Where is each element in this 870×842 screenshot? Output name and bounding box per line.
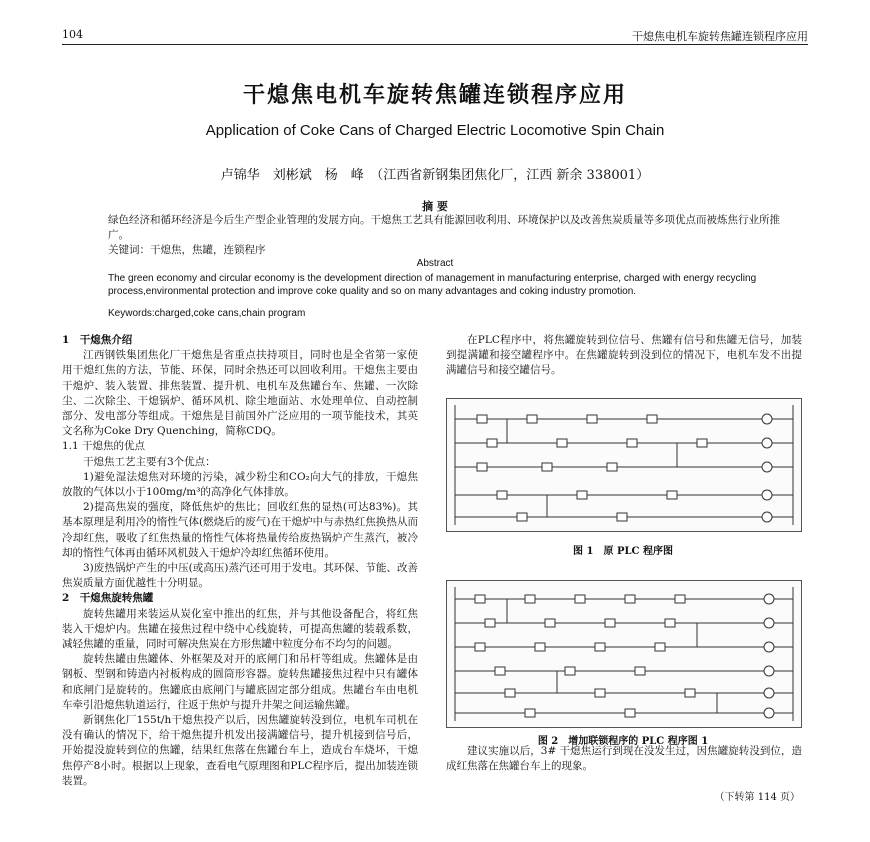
continued-note: （下转第 114 页） <box>714 792 800 803</box>
paper-title: 干熄焦电机车旋转焦罐连锁程序应用 <box>242 82 627 108</box>
abstract-heading: 摘 要 <box>422 200 448 213</box>
english-abstract-text: The green economy and circular economy is the development direction of management in manufacturing enterprise, charged with energy recycling process,environmental protection and improve coke quality and so on many advantages and coking industry promotion. <box>108 273 757 297</box>
ladder-diagram-2 <box>447 581 801 727</box>
abstract-text: 绿色经济和循环经济是今后生产型企业管理的发展方向。干熄焦工艺具有能源回收利用、环境保护以及改善焦炭质量等多项优点而被炼焦行业所推广。 <box>108 214 780 241</box>
paragraph: 在PLC程序中，将焦罐旋转到位信号、焦罐有信号和焦罐无信号，加装到提满罐和接空罐程序中。在焦罐旋转到没到位的情况下，电机车发不出提满罐信号和接空罐信号。 <box>446 334 802 377</box>
paragraph: 1)避免湿法熄焦对环境的污染，减少粉尘和CO₂向大气的排放，干熄焦放散的气体以小于100mg/m³的高净化气体排放。 <box>62 470 418 499</box>
paragraph: 旋转焦罐由焦罐体、外框架及对开的底闸门和吊杆等组成。焦罐体是由钢板、型钢和铸造内衬板构成的圆筒形容器。旋转焦罐接焦过程中只有罐体和底闸门是旋转的。焦罐底由底闸门与罐底固定部分组成。焦罐台车由电机车牵引沿熄焦轨道运行，往返于焦炉与提升井架之间运输焦罐。 <box>62 653 418 711</box>
right-column-top <box>446 333 802 379</box>
english-keywords: Keywords:charged,coke cans,chain program <box>108 308 306 319</box>
paragraph: 旋转焦罐用来装运从炭化室中推出的红焦，并与其他设备配合，将红焦装入干熄炉内。焦罐在接焦过程中绕中心线旋转，可提高焦罐的装载系数，减轻焦罐的重量，同时可解决焦炭在方形焦罐中粒度分布不均匀的问题。 <box>62 607 418 651</box>
english-title: Application of Coke Cans of Charged Electric Locomotive Spin Chain <box>205 122 665 139</box>
section-2-heading: 2 干熄焦旋转焦罐 <box>62 592 154 605</box>
section-1-1-heading: 1.1 干熄焦的优点 <box>62 440 146 453</box>
right-column-bottom <box>446 744 802 774</box>
running-title: 干熄焦电机车旋转焦罐连锁程序应用 <box>632 30 808 43</box>
english-abstract-heading: Abstract <box>416 258 454 269</box>
keywords: 关键词：干熄焦，焦罐，连锁程序 <box>108 244 266 256</box>
paragraph: 建议实施以后，3# 干熄焦运行到现在没发生过，因焦罐旋转没到位，造成红焦落在焦罐台车上的现象。 <box>446 745 802 773</box>
page-number: 104 <box>62 28 83 41</box>
authors: 卢锦华 刘彬斌 杨 峰 （江西省新钢集团焦化厂，江西 新余 338001） <box>220 168 650 183</box>
left-column <box>62 333 418 789</box>
paragraph: 新钢焦化厂155t/h干熄焦投产以后，因焦罐旋转没到位，电机车司机在没有确认的情况下，给干熄焦提升机发出接满罐信号，提升机接到信号后，开始提没旋转到位的焦罐，结果红焦落在焦罐台车上，造成台车烧坏，干熄焦停产8小时。根据以上现象，查看电气原理图和PLC程序后，提出加装连锁装置。 <box>62 714 418 787</box>
paragraph: 江西钢铁集团焦化厂干熄焦是省重点扶持项目，同时也是全省第一家使用干熄红焦的方法，节能、环保，同时余热还可以回收利用。干熄焦主要由干熄炉、装入装置、排焦装置、提升机、电机车及焦罐台车、焦罐、一次除尘、二次除尘、干熄锅炉、循环风机、除尘地面站、水处理单位、自动控制部分、发电部分等组成。干熄焦是目前国外广泛应用的一项节能技术，其英文名称为Coke Dry Quenching，简称CDQ。 <box>62 349 418 438</box>
running-header <box>62 28 808 45</box>
figure-2-ladder-diagram <box>446 580 802 728</box>
paragraph: 干熄焦工艺主要有3个优点： <box>83 455 216 468</box>
paragraph: 2)提高焦炭的强度，降低焦炉的焦比；回收红焦的显热(可达83%)。其基本原理是利用冷的惰性气体(燃烧后的废气)在干熄炉中与赤热红焦换热从而冷却红焦，吸收了红焦热量的惰性气体将热量传给废热锅炉产生蒸汽，被冷却的惰性气体再由循环风机鼓入干熄炉冷却红焦循环使用。 <box>62 501 418 559</box>
ladder-diagram-1 <box>447 399 801 531</box>
figure-1-ladder-diagram <box>446 398 802 532</box>
section-1-heading: 1 干熄焦介绍 <box>62 334 133 346</box>
figure-2-caption: 图 2 增加联锁程序的 PLC 程序图 1 <box>537 736 709 747</box>
paragraph: 3)废热锅炉产生的中压(或高压)蒸汽还可用于发电。其环保、节能、改善焦炭质量方面优越性十分明显。 <box>62 562 418 590</box>
figure-1-caption: 图 1 原 PLC 程序图 <box>573 546 673 557</box>
